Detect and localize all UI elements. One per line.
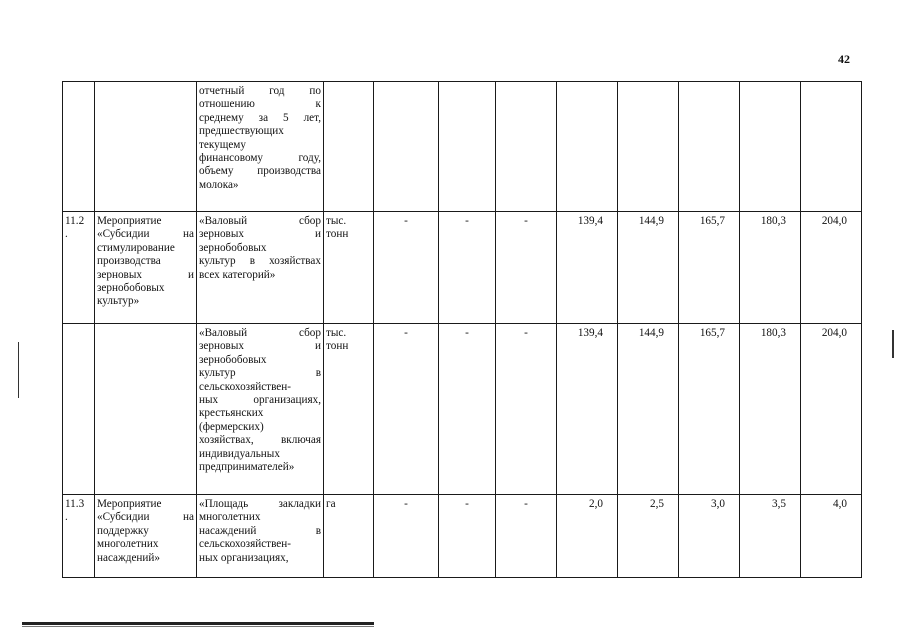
indicator-cell-line: сельскохозяйствен- [199, 380, 291, 393]
unit-cell [324, 82, 374, 212]
value-cell-7: 180,3 [740, 324, 801, 495]
value-cell-7 [740, 82, 801, 212]
event-cell-line: «Субсидии на [97, 228, 194, 241]
event-cell-line: Мероприятие [97, 498, 162, 510]
indicator-cell-line: «Валовый сбор [199, 215, 321, 227]
value-cell-7: 3,5 [740, 495, 801, 578]
footnote-rule-shadow [22, 626, 374, 627]
indicator-cell-line: насаждений в [199, 524, 321, 537]
value-cell-5 [618, 82, 679, 212]
indicator-cell-line: объему производства [199, 165, 321, 178]
table-row [63, 212, 862, 324]
value-cell-8: 204,0 [801, 324, 862, 495]
unit-line: тыс. [326, 327, 347, 339]
indicator-cell-line: культур в [199, 367, 321, 380]
indicator-cell-line: сельскохозяйствен- [199, 538, 291, 551]
table-row [63, 82, 862, 212]
value-cell-4: 139,4 [557, 324, 618, 495]
indicator-cell-line: зернобобовых [199, 241, 267, 254]
event-cell-line: производства [97, 255, 161, 268]
event-cell-line: Мероприятие [97, 215, 162, 227]
event-cell [95, 212, 197, 324]
unit-cell [324, 324, 374, 495]
indicator-cell-line: хозяйствах, включая [199, 434, 321, 447]
value-cell-1: - [374, 324, 439, 495]
value-cell-2: - [439, 495, 496, 578]
scan-edge-mark-right [892, 330, 894, 358]
indicator-cell-line: среднему за 5 лет, [199, 111, 321, 124]
indicator-cell-line: ных организациях, [199, 551, 289, 564]
indicator-cell [197, 212, 324, 324]
unit-line: га [326, 498, 336, 510]
value-cell-8: 204,0 [801, 212, 862, 324]
value-cell-3: - [496, 495, 557, 578]
value-cell-3 [496, 82, 557, 212]
row-number-cell [63, 324, 95, 495]
indicator-cell-line: зернобобовых [199, 353, 267, 366]
value-cell-7: 180,3 [740, 212, 801, 324]
event-cell-line: зерновых и [97, 268, 194, 281]
unit-cell [324, 212, 374, 324]
indicator-cell-line: зерновых и [199, 228, 321, 241]
row-number-cell [63, 212, 95, 324]
value-cell-1: - [374, 212, 439, 324]
table-row [63, 324, 862, 495]
indicator-cell-line: предпринимателей» [199, 461, 295, 474]
value-cell-6: 165,7 [679, 324, 740, 495]
row-number-cell [63, 82, 95, 212]
indicator-cell-line: индивидуальных [199, 447, 280, 460]
value-cell-6 [679, 82, 740, 212]
unit-cell [324, 495, 374, 578]
indicator-cell-line: ных организациях, [199, 394, 321, 407]
row-number: 11.3 [65, 498, 85, 510]
indicator-cell-line: текущему [199, 138, 246, 151]
indicator-cell-line: отчетный год по [199, 85, 321, 97]
indicator-cell-line: финансовому году, [199, 152, 321, 165]
row-number-cell [63, 495, 95, 578]
indicator-cell-line: «Площадь закладки [199, 498, 321, 510]
event-cell-line: насаждений» [97, 551, 160, 564]
scan-edge-mark-left [18, 342, 19, 398]
value-cell-2 [439, 82, 496, 212]
event-cell [95, 495, 197, 578]
event-cell [95, 82, 197, 212]
row-number-dot: . [65, 228, 68, 241]
indicator-cell-line: всех категорий» [199, 268, 276, 281]
event-cell-line: «Субсидии на [97, 511, 194, 524]
unit-line: тонн [326, 340, 349, 353]
value-cell-6: 165,7 [679, 212, 740, 324]
value-cell-2: - [439, 212, 496, 324]
indicator-cell [197, 82, 324, 212]
indicator-cell-line: культур в хозяйствах [199, 255, 321, 268]
value-cell-4: 2,0 [557, 495, 618, 578]
value-cell-8 [801, 82, 862, 212]
event-cell-line: многолетних [97, 538, 159, 551]
event-cell-line: стимулирование [97, 241, 175, 254]
unit-line: тонн [326, 228, 349, 241]
indicator-cell-line: зерновых и [199, 340, 321, 353]
indicator-cell-line: «Валовый сбор [199, 327, 321, 339]
value-cell-3: - [496, 212, 557, 324]
indicator-cell-line: молока» [199, 178, 239, 191]
value-cell-3: - [496, 324, 557, 495]
value-cell-4: 139,4 [557, 212, 618, 324]
value-cell-5: 2,5 [618, 495, 679, 578]
value-cell-4 [557, 82, 618, 212]
indicator-cell [197, 495, 324, 578]
unit-line: тыс. [326, 215, 347, 227]
footnote-rule [22, 622, 374, 625]
page-number: 42 [838, 52, 850, 66]
row-number: 11.2 [65, 215, 85, 227]
value-cell-5: 144,9 [618, 212, 679, 324]
program-indicators-table [62, 81, 862, 578]
indicator-cell-line: крестьянских [199, 407, 264, 420]
value-cell-6: 3,0 [679, 495, 740, 578]
event-cell [95, 324, 197, 495]
event-cell-line: поддержку [97, 524, 149, 537]
indicator-cell [197, 324, 324, 495]
event-cell-line: зернобобовых [97, 282, 165, 295]
value-cell-5: 144,9 [618, 324, 679, 495]
row-number-dot: . [65, 511, 68, 524]
value-cell-8: 4,0 [801, 495, 862, 578]
value-cell-1 [374, 82, 439, 212]
value-cell-1: - [374, 495, 439, 578]
indicator-cell-line: (фермерских) [199, 420, 264, 433]
indicator-cell-line: предшествующих [199, 125, 284, 138]
indicator-cell-line: многолетних [199, 511, 261, 524]
table-row [63, 495, 862, 578]
event-cell-line: культур» [97, 295, 140, 308]
indicator-cell-line: отношению к [199, 98, 321, 111]
value-cell-2: - [439, 324, 496, 495]
